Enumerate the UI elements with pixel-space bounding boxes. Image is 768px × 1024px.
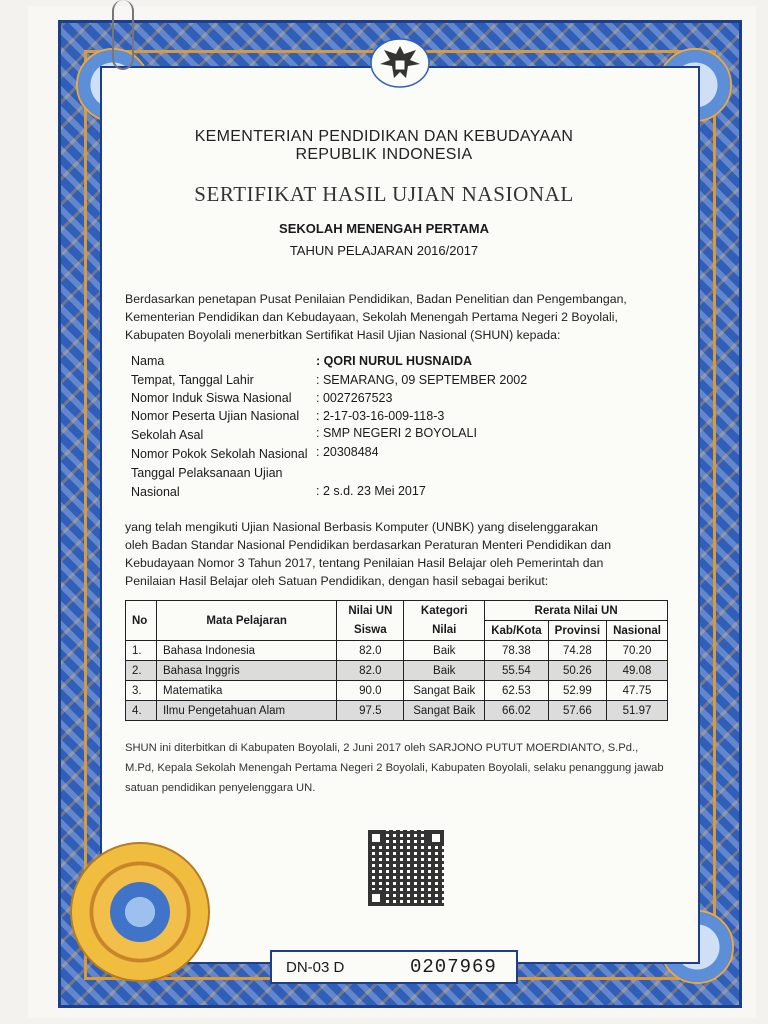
field-value-nisn: : 0027267523	[316, 391, 393, 405]
row-subject: Matematika	[156, 681, 336, 701]
field-label-npsn: Nomor Pokok Sekolah Nasional	[131, 447, 308, 461]
row-subject: Ilmu Pengetahuan Alam	[156, 701, 336, 721]
row-subject: Bahasa Indonesia	[156, 641, 336, 661]
header-national: Nasional	[607, 621, 668, 641]
field-label-birth: Tempat, Tanggal Lahir	[131, 373, 254, 387]
footer-line-1: SHUN ini diterbitkan di Kabupaten Boyolali, 2 Juni 2017 oleh SARJONO PUTUT MOERDIANTO, S.Pd.,	[125, 742, 639, 754]
field-label-exam-date: Tanggal Pelaksanaan Ujian	[131, 466, 283, 480]
row-city: 66.02	[485, 701, 548, 721]
statement-line-3: Kebudayaan Nomor 3 Tahun 2017, tentang Penilaian Hasil Belajar oleh Pemerintah dan	[125, 556, 604, 570]
row-national: 49.08	[607, 661, 668, 681]
intro-line-3: Kabupaten Boyolali menerbitkan Sertifikat Hasil Ujian Nasional (SHUN) kepada:	[125, 328, 561, 342]
header-score-1: Nilai UN	[337, 601, 404, 621]
field-label-exam-number: Nomor Peserta Ujian Nasional	[131, 409, 300, 423]
ministry-name: KEMENTERIAN PENDIDIKAN DAN KEBUDAYAAN	[194, 128, 574, 145]
row-score: 82.0	[337, 641, 404, 661]
row-no: 1.	[126, 641, 157, 661]
row-province: 74.28	[548, 641, 606, 661]
row-city: 62.53	[485, 681, 548, 701]
field-value-school: : SMP NEGERI 2 BOYOLALI	[316, 426, 477, 440]
row-city: 78.38	[485, 641, 548, 661]
statement-line-2: oleh Badan Standar Nasional Pendidikan berdasarkan Peraturan Menteri Pendidikan dan	[125, 538, 612, 552]
row-no: 4.	[126, 701, 157, 721]
row-city: 55.54	[485, 661, 548, 681]
serial-number: 0207969	[410, 956, 497, 978]
field-label-exam-date-2: Nasional	[131, 485, 180, 499]
field-value-birth: : SEMARANG, 09 SEPTEMBER 2002	[316, 373, 528, 387]
garuda-emblem-icon	[370, 38, 430, 88]
field-value-npsn: : 20308484	[316, 445, 379, 459]
row-national: 51.97	[607, 701, 668, 721]
field-value-exam-date: : 2 s.d. 23 Mei 2017	[316, 484, 426, 498]
header-province: Provinsi	[548, 621, 606, 641]
field-label-school: Sekolah Asal	[131, 428, 204, 442]
serial-number-box	[270, 950, 518, 984]
row-score: 90.0	[337, 681, 404, 701]
header-city: Kab/Kota	[485, 621, 548, 641]
row-no: 2.	[126, 661, 157, 681]
row-category: Sangat Baik	[404, 701, 485, 721]
table-row	[126, 641, 668, 661]
statement-line-1: yang telah mengikuti Ujian Nasional Berbasis Komputer (UNBK) yang diselenggarakan	[125, 520, 598, 534]
table-row	[126, 681, 668, 701]
footer-line-2: M.Pd, Kepala Sekolah Menengah Pertama Negeri 2 Boyolali, Kabupaten Boyolali, selaku penanggung jawab	[125, 762, 664, 774]
header-category-1: Kategori	[404, 601, 485, 621]
grades-table	[125, 600, 668, 721]
row-national: 70.20	[607, 641, 668, 661]
certificate-title: SERTIFIKAT HASIL UJIAN NASIONAL	[194, 182, 574, 206]
row-province: 52.99	[548, 681, 606, 701]
hologram-seal	[70, 842, 210, 982]
row-province: 50.26	[548, 661, 606, 681]
academic-year: TAHUN PELAJARAN 2016/2017	[289, 243, 479, 258]
header-category-2: Nilai	[404, 621, 485, 641]
header-no: No	[126, 601, 157, 641]
row-category: Sangat Baik	[404, 681, 485, 701]
footer-line-3: satuan pendidikan penyelenggara UN.	[125, 782, 316, 794]
field-value-exam-number: : 2-17-03-16-009-118-3	[316, 409, 445, 423]
table-row	[126, 661, 668, 681]
row-category: Baik	[404, 641, 485, 661]
header-subject: Mata Pelajaran	[156, 601, 336, 641]
school-level: SEKOLAH MENENGAH PERTAMA	[279, 221, 489, 236]
row-no: 3.	[126, 681, 157, 701]
statement-line-4: Penilaian Hasil Belajar oleh Satuan Pendidikan, dengan hasil sebagai berikut:	[125, 574, 549, 588]
republic-name: REPUBLIK INDONESIA	[295, 146, 473, 163]
row-category: Baik	[404, 661, 485, 681]
row-province: 57.66	[548, 701, 606, 721]
field-label-name: Nama	[131, 354, 165, 368]
qr-code	[368, 830, 444, 906]
row-score: 97.5	[337, 701, 404, 721]
paper-clip	[112, 0, 134, 70]
row-subject: Bahasa Inggris	[156, 661, 336, 681]
table-row	[126, 701, 668, 721]
header-score-2: Siswa	[337, 621, 404, 641]
intro-line-1: Berdasarkan penetapan Pusat Penilaian Pendidikan, Badan Penelitian dan Pengembangan,	[125, 292, 627, 306]
row-national: 47.75	[607, 681, 668, 701]
tut-wuri-handayani-icon	[110, 882, 170, 942]
intro-line-2: Kementerian Pendidikan dan Kebudayaan, Sekolah Menengah Pertama Negeri 2 Boyolali,	[125, 310, 618, 324]
row-score: 82.0	[337, 661, 404, 681]
field-label-nisn: Nomor Induk Siswa Nasional	[131, 391, 292, 405]
field-value-name: : QORI NURUL HUSNAIDA	[316, 354, 473, 368]
serial-code: DN-03 D	[286, 959, 345, 976]
header-average: Rerata Nilai UN	[485, 601, 668, 621]
